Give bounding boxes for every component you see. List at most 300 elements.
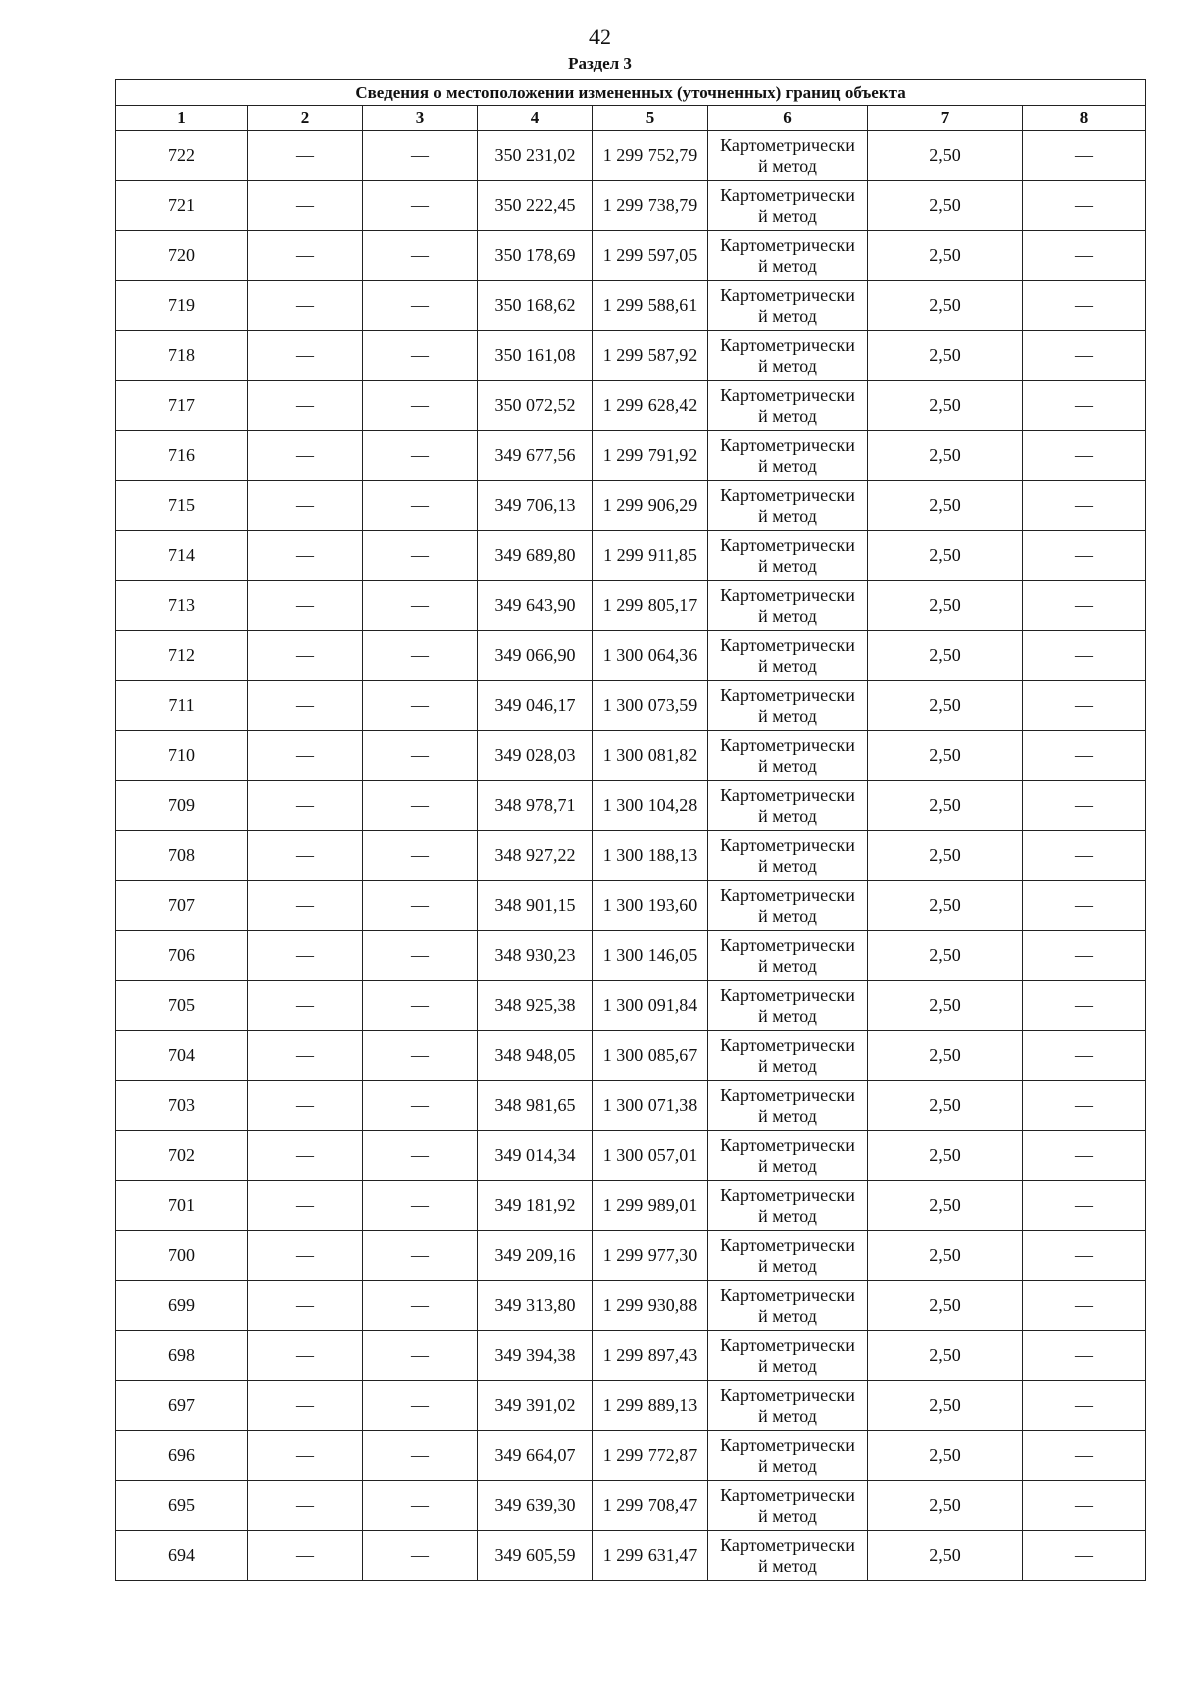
table-row	[116, 531, 1146, 581]
method-cell	[708, 731, 868, 781]
accuracy-cell: 2,50	[868, 1081, 1023, 1131]
method-cell	[708, 1181, 868, 1231]
method-line-1: Картометрически	[720, 934, 855, 955]
accuracy-cell: 2,50	[868, 931, 1023, 981]
dash-cell: —	[363, 131, 478, 181]
dash-cell: —	[1023, 1131, 1146, 1181]
method-line-1: Картометрически	[720, 634, 855, 655]
method-line-2: й метод	[758, 1105, 817, 1126]
dash-cell: —	[363, 481, 478, 531]
method-line-1: Картометрически	[720, 384, 855, 405]
table-row	[116, 581, 1146, 631]
accuracy-cell: 2,50	[868, 331, 1023, 381]
point-number-cell: 713	[116, 581, 248, 631]
dash-cell: —	[248, 581, 363, 631]
method-cell	[708, 1031, 868, 1081]
method-line-2: й метод	[758, 755, 817, 776]
accuracy-cell: 2,50	[868, 1481, 1023, 1531]
method-cell	[708, 231, 868, 281]
table-row	[116, 1231, 1146, 1281]
dash-cell: —	[1023, 1031, 1146, 1081]
column-number: 1	[116, 106, 248, 131]
dash-cell: —	[363, 1431, 478, 1481]
x-coordinate-cell: 350 178,69	[478, 231, 593, 281]
dash-cell: —	[363, 331, 478, 381]
table-row	[116, 781, 1146, 831]
point-number-cell: 718	[116, 331, 248, 381]
column-number: 6	[708, 106, 868, 131]
point-number-cell: 721	[116, 181, 248, 231]
table-row	[116, 381, 1146, 431]
y-coordinate-cell: 1 299 911,85	[593, 531, 708, 581]
accuracy-cell: 2,50	[868, 181, 1023, 231]
y-coordinate-cell: 1 300 193,60	[593, 881, 708, 931]
point-number-cell: 706	[116, 931, 248, 981]
method-line-2: й метод	[758, 405, 817, 426]
method-line-1: Картометрически	[720, 534, 855, 555]
dash-cell: —	[248, 1381, 363, 1431]
dash-cell: —	[248, 1431, 363, 1481]
method-line-2: й метод	[758, 655, 817, 676]
y-coordinate-cell: 1 299 791,92	[593, 431, 708, 481]
method-line-2: й метод	[758, 955, 817, 976]
x-coordinate-cell: 350 072,52	[478, 381, 593, 431]
method-line-1: Картометрически	[720, 984, 855, 1005]
dash-cell: —	[363, 1331, 478, 1381]
dash-cell: —	[1023, 1431, 1146, 1481]
method-line-2: й метод	[758, 705, 817, 726]
point-number-cell: 712	[116, 631, 248, 681]
method-cell	[708, 481, 868, 531]
method-cell	[708, 381, 868, 431]
column-number: 2	[248, 106, 363, 131]
y-coordinate-cell: 1 299 977,30	[593, 1231, 708, 1281]
table-row	[116, 1181, 1146, 1231]
x-coordinate-cell: 349 313,80	[478, 1281, 593, 1331]
method-line-2: й метод	[758, 205, 817, 226]
x-coordinate-cell: 349 028,03	[478, 731, 593, 781]
method-line-2: й метод	[758, 1255, 817, 1276]
dash-cell: —	[248, 1031, 363, 1081]
dash-cell: —	[1023, 631, 1146, 681]
dash-cell: —	[1023, 881, 1146, 931]
dash-cell: —	[248, 1181, 363, 1231]
method-cell	[708, 881, 868, 931]
dash-cell: —	[248, 681, 363, 731]
method-line-1: Картометрически	[720, 1184, 855, 1205]
point-number-cell: 705	[116, 981, 248, 1031]
method-line-2: й метод	[758, 805, 817, 826]
method-line-1: Картометрически	[720, 1134, 855, 1155]
dash-cell: —	[363, 981, 478, 1031]
accuracy-cell: 2,50	[868, 731, 1023, 781]
y-coordinate-cell: 1 300 071,38	[593, 1081, 708, 1131]
dash-cell: —	[1023, 281, 1146, 331]
accuracy-cell: 2,50	[868, 681, 1023, 731]
y-coordinate-cell: 1 299 597,05	[593, 231, 708, 281]
dash-cell: —	[363, 1031, 478, 1081]
dash-cell: —	[248, 831, 363, 881]
method-line-1: Картометрически	[720, 284, 855, 305]
x-coordinate-cell: 349 046,17	[478, 681, 593, 731]
dash-cell: —	[1023, 581, 1146, 631]
method-line-1: Картометрически	[720, 784, 855, 805]
accuracy-cell: 2,50	[868, 1431, 1023, 1481]
dash-cell: —	[363, 1481, 478, 1531]
dash-cell: —	[248, 281, 363, 331]
table-row	[116, 431, 1146, 481]
point-number-cell: 700	[116, 1231, 248, 1281]
method-line-1: Картометрически	[720, 1484, 855, 1505]
dash-cell: —	[248, 781, 363, 831]
accuracy-cell: 2,50	[868, 1531, 1023, 1581]
method-cell	[708, 831, 868, 881]
dash-cell: —	[248, 181, 363, 231]
y-coordinate-cell: 1 299 588,61	[593, 281, 708, 331]
dash-cell: —	[248, 1081, 363, 1131]
dash-cell: —	[1023, 231, 1146, 281]
dash-cell: —	[1023, 381, 1146, 431]
method-cell	[708, 1531, 868, 1581]
dash-cell: —	[1023, 1231, 1146, 1281]
y-coordinate-cell: 1 299 906,29	[593, 481, 708, 531]
table-row	[116, 631, 1146, 681]
point-number-cell: 709	[116, 781, 248, 831]
dash-cell: —	[248, 481, 363, 531]
dash-cell: —	[363, 1531, 478, 1581]
method-line-2: й метод	[758, 1455, 817, 1476]
method-cell	[708, 181, 868, 231]
dash-cell: —	[1023, 731, 1146, 781]
dash-cell: —	[363, 831, 478, 881]
method-cell	[708, 531, 868, 581]
dash-cell: —	[1023, 981, 1146, 1031]
dash-cell: —	[1023, 781, 1146, 831]
method-line-2: й метод	[758, 555, 817, 576]
method-line-1: Картометрически	[720, 734, 855, 755]
dash-cell: —	[1023, 131, 1146, 181]
x-coordinate-cell: 349 066,90	[478, 631, 593, 681]
method-line-2: й метод	[758, 1005, 817, 1026]
dash-cell: —	[248, 981, 363, 1031]
method-line-2: й метод	[758, 355, 817, 376]
table-row	[116, 1381, 1146, 1431]
accuracy-cell: 2,50	[868, 131, 1023, 181]
y-coordinate-cell: 1 300 091,84	[593, 981, 708, 1031]
table-caption-row	[116, 80, 1146, 106]
page-number: 42	[589, 24, 611, 49]
method-line-1: Картометрически	[720, 184, 855, 205]
dash-cell: —	[248, 1231, 363, 1281]
method-cell	[708, 1331, 868, 1381]
dash-cell: —	[363, 581, 478, 631]
x-coordinate-cell: 348 981,65	[478, 1081, 593, 1131]
point-number-cell: 714	[116, 531, 248, 581]
x-coordinate-cell: 349 209,16	[478, 1231, 593, 1281]
dash-cell: —	[248, 381, 363, 431]
y-coordinate-cell: 1 300 146,05	[593, 931, 708, 981]
dash-cell: —	[1023, 1281, 1146, 1331]
method-line-2: й метод	[758, 255, 817, 276]
y-coordinate-cell: 1 299 631,47	[593, 1531, 708, 1581]
x-coordinate-cell: 349 014,34	[478, 1131, 593, 1181]
dash-cell: —	[363, 281, 478, 331]
dash-cell: —	[248, 1531, 363, 1581]
table-row	[116, 231, 1146, 281]
y-coordinate-cell: 1 299 930,88	[593, 1281, 708, 1331]
dash-cell: —	[248, 1131, 363, 1181]
table-row	[116, 131, 1146, 181]
dash-cell: —	[363, 731, 478, 781]
y-coordinate-cell: 1 299 897,43	[593, 1331, 708, 1381]
x-coordinate-cell: 349 664,07	[478, 1431, 593, 1481]
y-coordinate-cell: 1 300 073,59	[593, 681, 708, 731]
point-number-cell: 703	[116, 1081, 248, 1131]
x-coordinate-cell: 349 643,90	[478, 581, 593, 631]
x-coordinate-cell: 349 605,59	[478, 1531, 593, 1581]
method-cell	[708, 1481, 868, 1531]
dash-cell: —	[363, 1281, 478, 1331]
dash-cell: —	[248, 331, 363, 381]
point-number-cell: 694	[116, 1531, 248, 1581]
method-line-2: й метод	[758, 855, 817, 876]
table-row	[116, 1431, 1146, 1481]
dash-cell: —	[363, 681, 478, 731]
table-row	[116, 731, 1146, 781]
method-cell	[708, 1381, 868, 1431]
y-coordinate-cell: 1 299 772,87	[593, 1431, 708, 1481]
method-cell	[708, 1281, 868, 1331]
dash-cell: —	[1023, 481, 1146, 531]
column-number-row	[116, 106, 1146, 131]
dash-cell: —	[248, 731, 363, 781]
dash-cell: —	[363, 781, 478, 831]
dash-cell: —	[248, 1331, 363, 1381]
method-line-1: Картометрически	[720, 884, 855, 905]
y-coordinate-cell: 1 299 628,42	[593, 381, 708, 431]
accuracy-cell: 2,50	[868, 1281, 1023, 1331]
method-line-2: й метод	[758, 155, 817, 176]
accuracy-cell: 2,50	[868, 781, 1023, 831]
method-line-1: Картометрически	[720, 434, 855, 455]
y-coordinate-cell: 1 300 081,82	[593, 731, 708, 781]
y-coordinate-cell: 1 299 989,01	[593, 1181, 708, 1231]
accuracy-cell: 2,50	[868, 431, 1023, 481]
method-line-1: Картометрически	[720, 334, 855, 355]
method-cell	[708, 281, 868, 331]
table-row	[116, 481, 1146, 531]
x-coordinate-cell: 350 168,62	[478, 281, 593, 331]
y-coordinate-cell: 1 299 708,47	[593, 1481, 708, 1531]
point-number-cell: 719	[116, 281, 248, 331]
point-number-cell: 722	[116, 131, 248, 181]
dash-cell: —	[363, 881, 478, 931]
method-cell	[708, 681, 868, 731]
x-coordinate-cell: 349 689,80	[478, 531, 593, 581]
table-row	[116, 1031, 1146, 1081]
accuracy-cell: 2,50	[868, 1031, 1023, 1081]
method-line-1: Картометрически	[720, 834, 855, 855]
method-line-1: Картометрически	[720, 1334, 855, 1355]
point-number-cell: 716	[116, 431, 248, 481]
point-number-cell: 717	[116, 381, 248, 431]
method-line-2: й метод	[758, 1305, 817, 1326]
point-number-cell: 711	[116, 681, 248, 731]
x-coordinate-cell: 349 181,92	[478, 1181, 593, 1231]
y-coordinate-cell: 1 299 805,17	[593, 581, 708, 631]
method-cell	[708, 431, 868, 481]
dash-cell: —	[1023, 681, 1146, 731]
dash-cell: —	[248, 631, 363, 681]
method-line-1: Картометрически	[720, 1034, 855, 1055]
x-coordinate-cell: 350 231,02	[478, 131, 593, 181]
method-line-1: Картометрически	[720, 1284, 855, 1305]
method-line-1: Картометрически	[720, 1084, 855, 1105]
method-line-1: Картометрически	[720, 1384, 855, 1405]
dash-cell: —	[248, 1481, 363, 1531]
column-number: 8	[1023, 106, 1146, 131]
dash-cell: —	[1023, 831, 1146, 881]
y-coordinate-cell: 1 300 057,01	[593, 1131, 708, 1181]
dash-cell: —	[248, 431, 363, 481]
method-line-1: Картометрически	[720, 1434, 855, 1455]
x-coordinate-cell: 350 161,08	[478, 331, 593, 381]
point-number-cell: 715	[116, 481, 248, 531]
dash-cell: —	[363, 181, 478, 231]
method-line-2: й метод	[758, 1055, 817, 1076]
table-caption: Сведения о местоположении измененных (уточненных) границ объекта	[116, 80, 1146, 106]
dash-cell: —	[1023, 1531, 1146, 1581]
method-cell	[708, 981, 868, 1031]
accuracy-cell: 2,50	[868, 381, 1023, 431]
table-row	[116, 331, 1146, 381]
dash-cell: —	[248, 231, 363, 281]
accuracy-cell: 2,50	[868, 581, 1023, 631]
point-number-cell: 710	[116, 731, 248, 781]
table-row	[116, 831, 1146, 881]
dash-cell: —	[363, 381, 478, 431]
method-line-2: й метод	[758, 605, 817, 626]
method-cell	[708, 1231, 868, 1281]
method-line-1: Картометрически	[720, 584, 855, 605]
point-number-cell: 704	[116, 1031, 248, 1081]
dash-cell: —	[248, 531, 363, 581]
x-coordinate-cell: 350 222,45	[478, 181, 593, 231]
table-row	[116, 981, 1146, 1031]
dash-cell: —	[1023, 1381, 1146, 1431]
method-line-2: й метод	[758, 455, 817, 476]
point-number-cell: 707	[116, 881, 248, 931]
table-row	[116, 1281, 1146, 1331]
method-cell	[708, 1431, 868, 1481]
table-row	[116, 1081, 1146, 1131]
dash-cell: —	[363, 531, 478, 581]
x-coordinate-cell: 348 925,38	[478, 981, 593, 1031]
dash-cell: —	[363, 1081, 478, 1131]
point-number-cell: 720	[116, 231, 248, 281]
y-coordinate-cell: 1 300 188,13	[593, 831, 708, 881]
dash-cell: —	[363, 631, 478, 681]
method-line-1: Картометрически	[720, 134, 855, 155]
method-cell	[708, 1131, 868, 1181]
dash-cell: —	[1023, 931, 1146, 981]
table-row	[116, 681, 1146, 731]
table-row	[116, 1331, 1146, 1381]
accuracy-cell: 2,50	[868, 231, 1023, 281]
accuracy-cell: 2,50	[868, 831, 1023, 881]
section-title: Раздел 3	[568, 54, 632, 73]
method-line-1: Картометрически	[720, 1234, 855, 1255]
dash-cell: —	[248, 931, 363, 981]
column-number: 7	[868, 106, 1023, 131]
accuracy-cell: 2,50	[868, 1331, 1023, 1381]
y-coordinate-cell: 1 300 104,28	[593, 781, 708, 831]
method-line-1: Картометрически	[720, 484, 855, 505]
column-number: 3	[363, 106, 478, 131]
table-row	[116, 931, 1146, 981]
dash-cell: —	[363, 431, 478, 481]
x-coordinate-cell: 348 930,23	[478, 931, 593, 981]
method-cell	[708, 331, 868, 381]
method-line-1: Картометрически	[720, 234, 855, 255]
x-coordinate-cell: 349 394,38	[478, 1331, 593, 1381]
method-line-1: Картометрически	[720, 1534, 855, 1555]
method-line-2: й метод	[758, 1505, 817, 1526]
method-cell	[708, 581, 868, 631]
x-coordinate-cell: 349 639,30	[478, 1481, 593, 1531]
x-coordinate-cell: 348 927,22	[478, 831, 593, 881]
method-line-2: й метод	[758, 505, 817, 526]
point-number-cell: 702	[116, 1131, 248, 1181]
method-line-1: Картометрически	[720, 684, 855, 705]
accuracy-cell: 2,50	[868, 1181, 1023, 1231]
dash-cell: —	[363, 1231, 478, 1281]
x-coordinate-cell: 348 978,71	[478, 781, 593, 831]
dash-cell: —	[1023, 1081, 1146, 1131]
method-cell	[708, 1081, 868, 1131]
point-number-cell: 701	[116, 1181, 248, 1231]
x-coordinate-cell: 349 677,56	[478, 431, 593, 481]
table-row	[116, 881, 1146, 931]
y-coordinate-cell: 1 299 752,79	[593, 131, 708, 181]
dash-cell: —	[1023, 1331, 1146, 1381]
point-number-cell: 697	[116, 1381, 248, 1431]
y-coordinate-cell: 1 299 738,79	[593, 181, 708, 231]
x-coordinate-cell: 348 901,15	[478, 881, 593, 931]
method-line-2: й метод	[758, 305, 817, 326]
method-line-2: й метод	[758, 1205, 817, 1226]
accuracy-cell: 2,50	[868, 1131, 1023, 1181]
method-line-2: й метод	[758, 905, 817, 926]
dash-cell: —	[1023, 531, 1146, 581]
method-line-2: й метод	[758, 1405, 817, 1426]
dash-cell: —	[248, 881, 363, 931]
point-number-cell: 695	[116, 1481, 248, 1531]
x-coordinate-cell: 348 948,05	[478, 1031, 593, 1081]
method-line-2: й метод	[758, 1155, 817, 1176]
dash-cell: —	[248, 131, 363, 181]
point-number-cell: 699	[116, 1281, 248, 1331]
dash-cell: —	[363, 931, 478, 981]
dash-cell: —	[1023, 431, 1146, 481]
accuracy-cell: 2,50	[868, 531, 1023, 581]
y-coordinate-cell: 1 300 085,67	[593, 1031, 708, 1081]
dash-cell: —	[363, 1381, 478, 1431]
x-coordinate-cell: 349 391,02	[478, 1381, 593, 1431]
table-body	[116, 131, 1146, 1581]
accuracy-cell: 2,50	[868, 631, 1023, 681]
column-number: 4	[478, 106, 593, 131]
